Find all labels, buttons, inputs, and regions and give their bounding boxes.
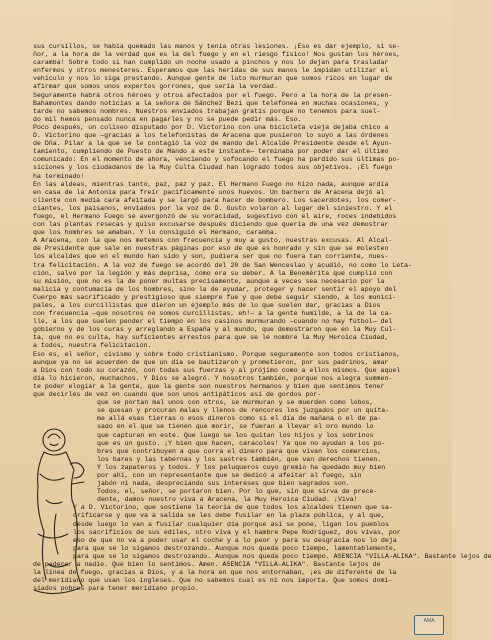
text-line: Poco después, un coliseo disputado por D. Victorino con una bicicleta vieja dejaba chico a bbox=[33, 123, 389, 131]
text-line: Cuerpo más sacrificado y prestigioso que siempre fue y que debe seguir siendo, a los munici- bbox=[33, 293, 397, 301]
text-line: los alcaldes que en el mundo han sido y son, pudiera ser que no fuera tan corriente, nues- bbox=[33, 253, 389, 261]
text-line: para que se lo sigamos destrozando. Aunque nos queda poco tiempo, lamentablemente, bbox=[73, 544, 397, 552]
text-line: para que se lo sigamos destrozando. Aunque nos queda poco tiempo. ASENCIA "VILLA-ALIKA". Bastante lejos de bbox=[73, 552, 492, 560]
stamp-text: AMA bbox=[423, 618, 435, 624]
text-line: que decirles de vez en cuando que son unos antipáticos así de gordos por- bbox=[33, 391, 322, 399]
text-line: del meridiano que usan los ingleses. Que no sabemos cual es ni nos importa. Que somos domi- bbox=[33, 577, 393, 585]
text-line: ñor, a la hora de la verdad que es la del fuego y en el riesgo físico! Nos gustan los héroes, bbox=[33, 51, 401, 59]
text-line: fuego, el Hermano Fuego se avergonzó de su voracidad, sugestivo con el aire, roces indebidos bbox=[33, 212, 397, 220]
text-line: siciones y los ciudadanos de la Muy Culta Ciudad han logrado todos sus objetivos. ¡El fuego bbox=[33, 164, 393, 172]
text-line: que capturan en este. Que luego se los quitan los hijos y los sobrinos bbox=[97, 431, 374, 439]
text-line: ciantes, los paisanos, enviados por la voz de D. Gusto volaron al lugar del siniestro. Y el bbox=[33, 204, 393, 212]
text-line: en casa de la Antonia para freír pacíficamente unos huevos. Un barbero de Aracena dejó al bbox=[33, 188, 385, 196]
monk-figure-sketch-icon bbox=[26, 414, 96, 604]
text-line: de padecer a nadie. Que bien lo sentimos. Amen. ASENCIA "VILLA-ALIKA". Bastante lejos de bbox=[33, 561, 381, 568]
text-line: do mil hemos pensado nunca en pagarles y no se puede pedir más. Eso. bbox=[33, 115, 302, 123]
text-line: sus cursillos, se había quemado las manos y tenía otras lesiones. ¡Eso es dar ejemplo, si se- bbox=[33, 43, 401, 50]
text-line: la línea de fuego, gracias a Dios, y a la hora en que nos entornaban, ¡es de diferente de la bbox=[33, 569, 397, 577]
text-line: me allá esas tierras o esos dineros como si el día de mañana o el de pa- bbox=[97, 415, 382, 423]
text-line: A Aracena, con la que nos metemos con frecuencia y muy a gusto, nuestras excusas. Al Alcal- bbox=[33, 237, 393, 245]
text-line: su misión, que no es la de poner multas precisamente, aunque a veces sea necesario por la bbox=[33, 277, 385, 285]
text-line: tarde no sabemos nombres. Nuestros enviados trabajan gratis porque no tenemos para suel- bbox=[33, 107, 381, 115]
archive-stamp bbox=[414, 615, 444, 635]
text-line: sado en el que se tienen que morir, se fueran a llevar el oro mundo lo bbox=[97, 423, 374, 431]
text-line: que es un gusto. ¡Y bien que hacen, caracoles! Ya que no ayudan a los po- bbox=[97, 439, 386, 447]
text-line: a todos, nuestra felicitación. bbox=[33, 342, 152, 350]
text-line: los sacrificios de sus ediles, otro viva y el hambre Pepe Rodríguez, dos vivas, por bbox=[73, 528, 401, 536]
text-line: pales, a los curcillistas que dieron un ejemplo más de lo que suelen dar, gracias a Dios bbox=[33, 302, 381, 309]
text-line: En las aldeas, mientras tanto, paz, paz y paz. El Hermano Fuego no hizo nada, aunque ardía bbox=[33, 180, 389, 188]
text-line: Y los zapateros y todos. Y los peluqueros cuyo gremio ha quedado muy bien bbox=[97, 463, 386, 471]
text-line: jabón ni nada, despreciando sus intereses que bien sagrados son. bbox=[97, 480, 350, 488]
text-line: siados pobres para tener meridiano propio. bbox=[33, 585, 199, 593]
text-line: que los hombres se amaban. Y lo consiguió el Hermano, caramba. bbox=[33, 229, 278, 237]
text-line: comunicado: En el momento de ahora, venciendo y sofocando el fuego ha pardido sus últimas po- bbox=[33, 156, 401, 164]
text-line: con las plantas resecas y quiso excusarse después diciendo que quería de una vez demostrar bbox=[33, 221, 389, 229]
text-line: dente, damos nuestro viva a Aracena, la Muy Heroica Ciudad. ¡Viva! bbox=[97, 496, 358, 504]
text-line: te poder elogiar a la gente, que la gente son nuestros hermanos y bien que sentimos tener bbox=[33, 382, 385, 390]
text-line: que se portan mal unos con otros, se murmuran y se muerden como lobos, bbox=[97, 399, 374, 407]
text-line: día lo hicieron, muchachos. Y Dios se alegró. Y nosotros también, porque nos alegra summen- bbox=[33, 374, 393, 382]
text-line: eso de que no va a poder usar el coche y a lo peor y para su desgracia nos lo deja bbox=[73, 536, 397, 544]
text-line: desde luego lo van a fusilar cualquier día porque así se pone, ligan los pueblos bbox=[73, 520, 389, 528]
text-line: vehículo y nos lo siga prestando. Aunque gente de luto murmuran que somos ricos en lugar de bbox=[33, 75, 393, 83]
text-line: a Dios con todo su corazón, con todas sus fuerzas y al prójimo como a ellos mismos. Que aquel bbox=[33, 366, 401, 374]
text-line: crificarse y que va a salida se les debe fusilar en la plaza pública, y al que, bbox=[73, 512, 385, 520]
text-line: cliente con media cara afeitada y se largó para hacer de bombero. Los sacerdotes, los comer- bbox=[33, 196, 397, 204]
text-line: lle, a los que suelen pender el tiempo en los casinos murmurando —cuando no hay fútbol— del bbox=[33, 318, 393, 326]
text-line: Y a D. Victorino, que sostiene la teoría de que todos los alcaldes tienen que sa- bbox=[73, 504, 393, 512]
text-line: los bares y las tabernas y los sastres también, que van derechos tienen. bbox=[97, 455, 382, 463]
text-line: gobierno y de los curas y arreglando a España y al mundo, que demostraron que en la Muy Cul- bbox=[33, 326, 397, 334]
text-line: malicia y contumacia de los hombres, sino la de ayudar, proteger y hacer sentir el apoyo del bbox=[33, 285, 397, 293]
text-line: Eso es, el señor, civismo y sobre todo cristianismo. Porque seguramente son todos cristianos, bbox=[33, 350, 401, 358]
text-line: ta, que no es culta, hay suficientes arrestos para que se le nombre la Muy Heroica Ciudad, bbox=[33, 334, 389, 342]
text-line: de Dña. Pilar a la que se le contagió la voz de mando del Alcalde Presidente desde el Ayun- bbox=[33, 140, 393, 148]
text-line: con frecuencia —que nosotros no somos curcillistas, eh!— a la gente humilde, a la de la ca- bbox=[33, 310, 393, 318]
text-line: enfermos y otros menesteres. Esperamos que las heridas de sus manos le impidan utilizar el bbox=[33, 67, 389, 75]
text-line: se quesan y procuran malas y llenos de rencores los juzgados por un quíta- bbox=[97, 407, 390, 415]
text-line: tra felicitación. A la voz de fuego se acordó del 20 de San Wenceslao y acudió, no como lo Leta- bbox=[33, 261, 413, 269]
text-line: bres que contribuyen a que corra el dinero para que vivan los comercios, bbox=[97, 447, 382, 455]
text-line: Bahamontes dando noticias a la señora de Sánchez Bezi que telefonea en muchas ocasiones, y bbox=[33, 99, 389, 107]
text-line: Todos, el, señor, se portaron bien. Por lo que, sin que sirva de prece- bbox=[97, 488, 378, 496]
text-line: Seguramente habrá otros héroes y otros afectados por el fuego. Pero a la hora de la presen- bbox=[33, 91, 393, 99]
text-line: D. Victorino que —gracias a los telefonistas de Aracena que pusieron lo suyo a las órdenes bbox=[33, 132, 389, 140]
text-line: ha terminado! bbox=[33, 172, 85, 180]
text-line: de Presidente que sale en nuestras páginas por eso de que es honrado y sin que se molesten bbox=[33, 245, 389, 253]
text-line: por ahí, con un representante que se dedicó a afeitar al fuego, sin bbox=[97, 471, 362, 479]
text-line: ción, salvo por la legión y más deprisa, como era su deber. A la Benemérita que cumplió con bbox=[33, 269, 393, 277]
text-line: caramba! Sobre todo si han cumplido un noche usado a pinchos y nos lo dejan para trasladar bbox=[33, 59, 389, 67]
text-line: tamiento, cumpliendo de Puesto de Mando a este instante— terminaba por poder dar el último bbox=[33, 148, 389, 156]
text-line: afirmar que somos unos expertos gorrones, que sería la verdad. bbox=[33, 83, 278, 91]
text-line: aunque ya no se acuerden de que un día se bautizaron y prometieron, por sus padrinos, amar bbox=[33, 358, 389, 366]
